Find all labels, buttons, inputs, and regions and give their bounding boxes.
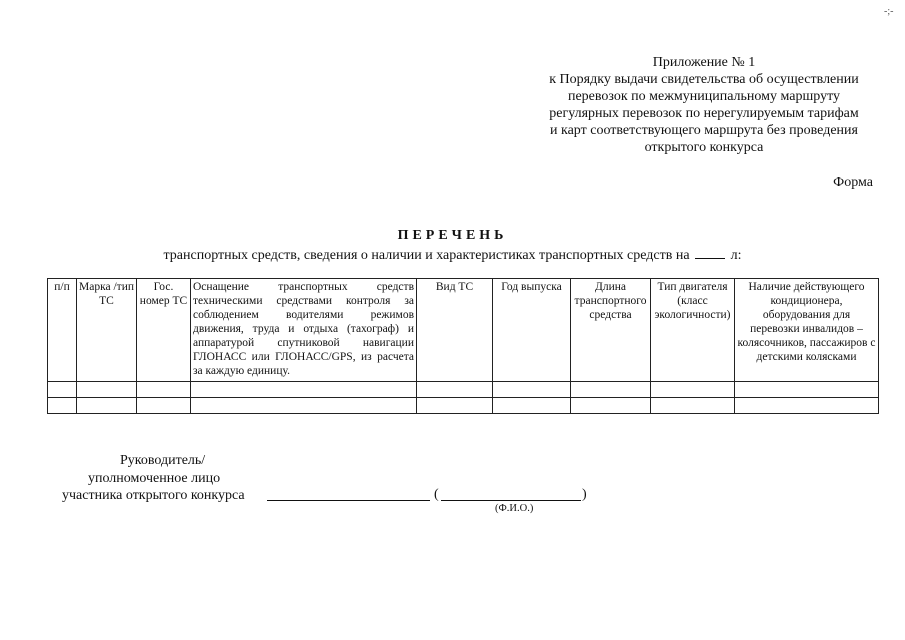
table-cell[interactable]: [571, 382, 651, 398]
table-header-row: [48, 279, 879, 382]
table-row: [48, 382, 879, 398]
table-cell[interactable]: [191, 382, 417, 398]
table-cell[interactable]: [137, 382, 191, 398]
signatory-participant-line: участника открытого конкурса: [62, 488, 245, 503]
column-header-vehicle-type: Вид ТС: [417, 279, 493, 382]
fio-paren-open: (: [434, 487, 439, 502]
vehicle-list-table: [47, 278, 879, 414]
table-cell[interactable]: [77, 398, 137, 414]
appendix-line: и карт соответствующего маршрута без проведения: [550, 123, 858, 138]
appendix-header: [520, 54, 888, 156]
table-cell[interactable]: [48, 382, 77, 398]
table-cell[interactable]: [493, 382, 571, 398]
signature-field[interactable]: [267, 500, 430, 501]
column-header-length: Длина транспортного средства: [571, 279, 651, 382]
fio-caption: (Ф.И.О.): [495, 503, 534, 514]
table-cell[interactable]: [735, 398, 879, 414]
table-cell[interactable]: [735, 382, 879, 398]
appendix-line: регулярных перевозок по нерегулируемым тарифам: [549, 106, 859, 121]
table-cell[interactable]: [77, 382, 137, 398]
table-cell[interactable]: [651, 398, 735, 414]
table-cell[interactable]: [651, 382, 735, 398]
fio-field[interactable]: [441, 500, 581, 501]
table-row: [48, 398, 879, 414]
column-header-year: Год выпуска: [493, 279, 571, 382]
subtitle-text: транспортных средств, сведения о наличии и характеристиках транспортных средств на: [163, 248, 690, 263]
table-cell[interactable]: [571, 398, 651, 414]
table-cell[interactable]: [137, 398, 191, 414]
column-header-number: п/п: [48, 279, 77, 382]
signatory-authorized-line: уполномоченное лицо: [88, 471, 221, 486]
signatory-title-line: Руководитель/: [120, 453, 206, 468]
subtitle-suffix: л:: [730, 248, 742, 263]
form-label: Форма: [833, 175, 873, 190]
fio-paren-close: ): [582, 487, 587, 502]
table-cell[interactable]: [417, 398, 493, 414]
document-subtitle: [0, 245, 905, 264]
scan-corner-mark: -;-: [884, 6, 894, 17]
table-cell[interactable]: [48, 398, 77, 414]
column-header-engine: Тип двигателя (класс экологичности): [651, 279, 735, 382]
table-cell[interactable]: [493, 398, 571, 414]
column-header-plate: Гос. номер ТС: [137, 279, 191, 382]
table-cell[interactable]: [417, 382, 493, 398]
year-blank-field[interactable]: [695, 245, 725, 259]
column-header-equipment: Оснащение транспортных средств техническими средствами контроля за соблюдением водителями режимов движения, труда и отдыха (тахограф) и аппаратурой спутниковой навигации ГЛОНАСС или ГЛОНАСС/GPS, из расчета за каждую единицу.: [191, 279, 417, 382]
column-header-brand: Марка /тип ТС: [77, 279, 137, 382]
appendix-line: открытого конкурса: [644, 140, 764, 155]
column-header-accessibility: Наличие действующего кондиционера, оборудования для перевозки инвалидов – колясочников, пассажиров с детскими колясками: [735, 279, 879, 382]
table-cell[interactable]: [191, 398, 417, 414]
appendix-line: перевозок по межмуниципальному маршруту: [567, 89, 841, 104]
document-title: ПЕРЕЧЕНЬ: [397, 228, 508, 243]
appendix-line: Приложение № 1: [652, 55, 756, 70]
appendix-line: к Порядку выдачи свидетельства об осуществлении: [549, 72, 859, 87]
